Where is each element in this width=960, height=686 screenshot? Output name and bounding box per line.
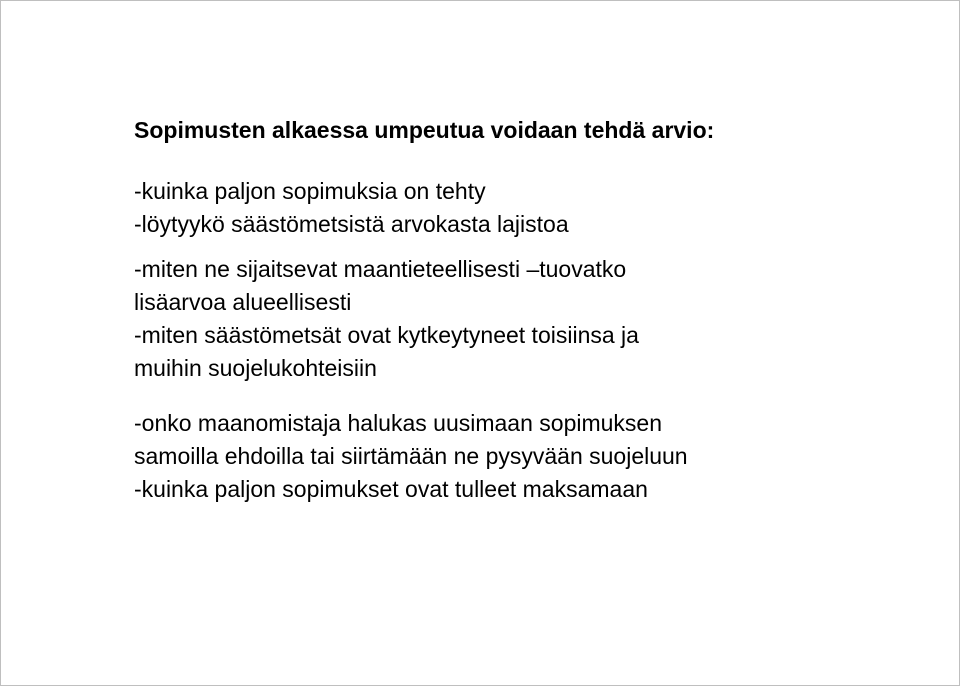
text-line: muihin suojelukohteisiin <box>134 355 377 381</box>
text-line: -löytyykö säästömetsistä arvokasta lajistoa <box>134 211 569 237</box>
text-line: -kuinka paljon sopimuksia on tehty <box>134 178 486 204</box>
bullet-group-2 <box>134 253 934 385</box>
slide-content <box>134 113 934 506</box>
text-line: -miten säästömetsät ovat kytkeytyneet toisiinsa ja <box>134 322 639 348</box>
slide-title: Sopimusten alkaessa umpeutua voidaan tehdä arvio: <box>134 117 715 143</box>
text-line: -miten ne sijaitsevat maantieteellisesti –tuovatko <box>134 256 627 282</box>
bullet-group-1 <box>134 175 934 241</box>
bullet-group-3 <box>134 407 934 506</box>
text-line: -kuinka paljon sopimukset ovat tulleet maksamaan <box>134 476 648 502</box>
text-line: lisäarvoa alueellisesti <box>134 289 352 315</box>
text-line: samoilla ehdoilla tai siirtämään ne pysyvään suojeluun <box>134 443 688 469</box>
text-line: -onko maanomistaja halukas uusimaan sopimuksen <box>134 410 663 436</box>
